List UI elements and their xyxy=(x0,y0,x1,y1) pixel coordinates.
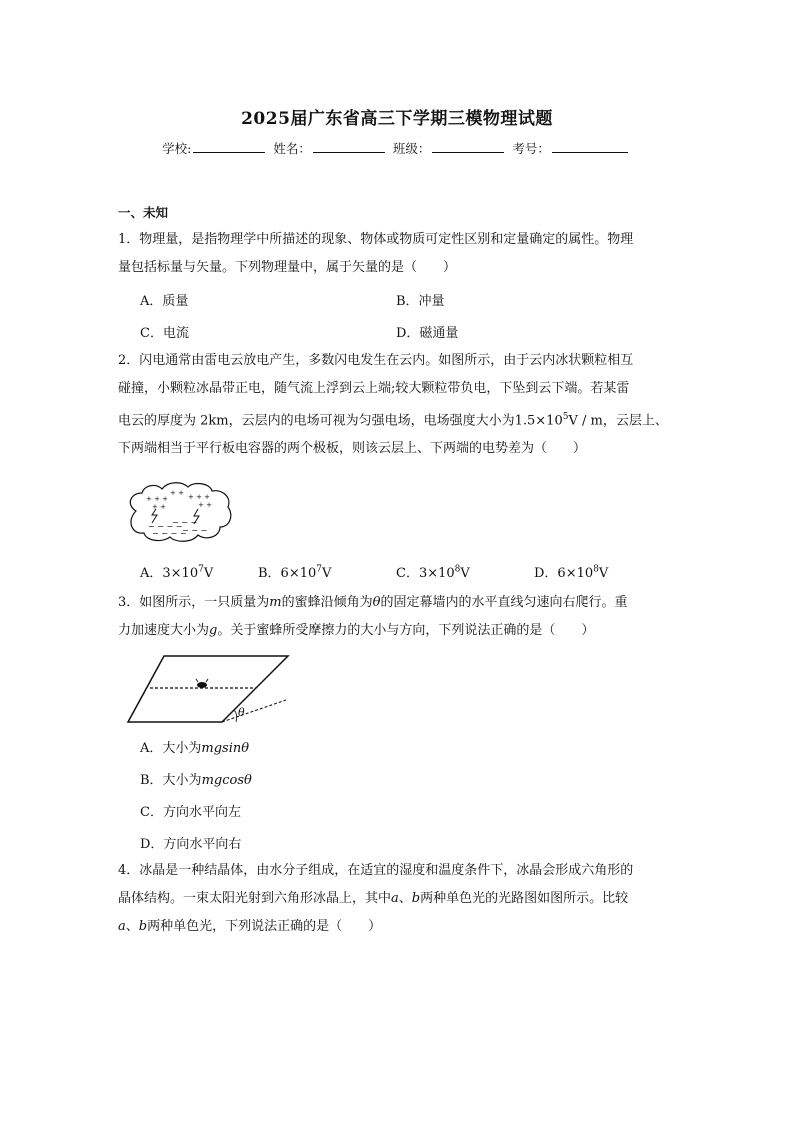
thundercloud-figure xyxy=(122,481,236,545)
q3-text-2: 的蜜蜂沿倾角为 xyxy=(281,595,373,610)
q2-line3-tail: V / m，云层上、 xyxy=(568,413,668,429)
symbol-m: m xyxy=(269,595,282,610)
exam-no-blank xyxy=(552,139,628,153)
svg-text:+ +: + + xyxy=(170,489,184,497)
q2-option-a-unit: V xyxy=(203,566,214,581)
q2-option-b-exp: 7 xyxy=(316,564,322,575)
q2-option-b-base: B．6×10 xyxy=(258,566,317,581)
q3-option-c[interactable]: C．方向水平向左 xyxy=(140,805,241,820)
symbol-theta: θ xyxy=(372,595,381,610)
q3-option-b[interactable] xyxy=(140,769,252,788)
question-2-line-2: 碰撞，小颗粒冰晶带正电，随气流上浮到云上端;较大颗粒带负电，下坠到云下端。若某雷 xyxy=(118,381,630,396)
q1-option-c[interactable]: C．电流 xyxy=(140,326,189,341)
q2-option-d-base: D．6×10 xyxy=(534,566,594,581)
q4-text-4: 、 xyxy=(125,919,139,934)
q3-text-4: 力加速度大小为 xyxy=(118,623,210,638)
q3-text-1: 3．如图所示，一只质量为 xyxy=(118,595,270,610)
q1-option-a[interactable]: A．质量 xyxy=(140,294,189,309)
q2-option-c-unit: V xyxy=(460,566,470,581)
exam-no-label: 考号： xyxy=(512,141,550,156)
name-blank xyxy=(313,139,385,153)
question-4-line-3 xyxy=(118,913,678,941)
svg-text:+ +: + + xyxy=(152,503,166,511)
q2-option-a[interactable] xyxy=(140,562,213,581)
q2-option-d[interactable] xyxy=(534,562,608,581)
question-2-line-3 xyxy=(118,403,678,435)
q3-text-5: 。关于蜜蜂所受摩擦力的大小与方向，下列说法正确的是（ ） xyxy=(217,623,595,638)
question-3 xyxy=(118,589,678,645)
field-strength-value: 1.5×10 xyxy=(514,413,563,429)
q1-option-d[interactable]: D．磁通量 xyxy=(396,326,459,341)
svg-text:− − −: − − − xyxy=(172,518,198,527)
svg-text:+ + +: + + + xyxy=(188,493,211,501)
q2-option-a-exp: 7 xyxy=(198,564,204,575)
svg-text:+ +: + + xyxy=(198,501,212,509)
q3-option-b-text: B．大小为 xyxy=(140,773,202,788)
class-blank xyxy=(432,139,504,153)
theta-label: θ xyxy=(238,706,245,719)
svg-text:− − − −: − − − − xyxy=(152,529,187,538)
section-title: 一、未知 xyxy=(118,205,169,220)
q3-option-a-expr: mgsinθ xyxy=(201,741,250,756)
q2-option-a-base: A．3×10 xyxy=(140,566,199,581)
question-4 xyxy=(118,857,678,941)
symbol-b-1: b xyxy=(411,891,421,906)
q2-option-d-exp: 8 xyxy=(593,564,599,575)
question-4-line-1: 4．冰晶是一种结晶体，由水分子组成，在适宜的湿度和温度条件下，冰晶会形成六角形的 xyxy=(118,863,634,878)
question-1-line-2: 量包括标量与矢量。下列物理量中，属于矢量的是（ ） xyxy=(118,260,457,275)
symbol-a-1: a xyxy=(391,891,399,906)
inclined-wall-figure xyxy=(124,650,292,728)
svg-text:+ + +: + + + xyxy=(146,495,169,503)
question-2-line-1: 2．闪电通常由雷电云放电产生，多数闪电发生在云内。如图所示，由于云内冰状颗粒相互 xyxy=(118,353,634,368)
q4-text-2: 、 xyxy=(398,891,412,906)
symbol-g: g xyxy=(209,623,218,638)
q2-option-b-unit: V xyxy=(322,566,332,581)
bee-icon xyxy=(196,679,208,688)
page-title: 2025届广东省高三下学期三模物理试题 xyxy=(241,109,553,129)
question-3-line-1 xyxy=(118,589,678,617)
class-label: 班级： xyxy=(392,141,431,156)
q3-option-a[interactable] xyxy=(140,737,249,756)
student-info-row xyxy=(0,139,794,157)
question-2-line-4: 下两端相当于平行板电容器的两个极板，则该云层上、下两端的电势差为（ ） xyxy=(118,441,587,457)
question-1-line-1: 1．物理量，是指物理学中所描述的现象、物体或物质可定性区别和定量确定的属性。物理 xyxy=(118,232,634,247)
q2-line3-text: 电云的厚度为 2km，云层内的电场可视为匀强电场，电场强度大小为 xyxy=(118,413,515,429)
question-4-line-2 xyxy=(118,885,678,913)
question-2 xyxy=(118,347,678,463)
symbol-b-2: b xyxy=(138,919,148,934)
q4-text-5: 两种单色光，下列说法正确的是（ ） xyxy=(147,919,382,934)
question-1 xyxy=(118,226,678,282)
name-label: 姓名： xyxy=(273,141,311,156)
question-3-line-2 xyxy=(118,617,678,645)
q3-option-a-text: A．大小为 xyxy=(140,741,202,756)
school-label: 学校: xyxy=(162,141,192,156)
svg-text:− − −: − − − xyxy=(182,526,208,535)
q2-option-d-unit: V xyxy=(598,566,609,581)
q4-text-1: 晶体结构。一束太阳光射到六角形冰晶上，其中 xyxy=(118,891,392,906)
q3-option-d[interactable]: D．方向水平向右 xyxy=(140,837,242,852)
q3-option-b-expr: mgcosθ xyxy=(201,773,252,788)
q4-text-3: 两种单色光的光路图如图所示。比较 xyxy=(420,891,629,906)
q1-option-b[interactable]: B．冲量 xyxy=(396,294,445,309)
q2-option-c-exp: 8 xyxy=(454,564,461,575)
symbol-a-2: a xyxy=(118,919,126,934)
svg-text:− − − −: − − − − xyxy=(148,522,183,531)
q2-option-b[interactable] xyxy=(258,562,331,581)
q3-text-3: 的固定幕墙内的水平直线匀速向右爬行。重 xyxy=(380,595,628,610)
q2-option-c[interactable] xyxy=(396,562,470,581)
field-strength-exp: 5 xyxy=(562,412,569,422)
school-blank xyxy=(193,139,265,153)
q2-option-c-base: C．3×10 xyxy=(396,566,455,581)
